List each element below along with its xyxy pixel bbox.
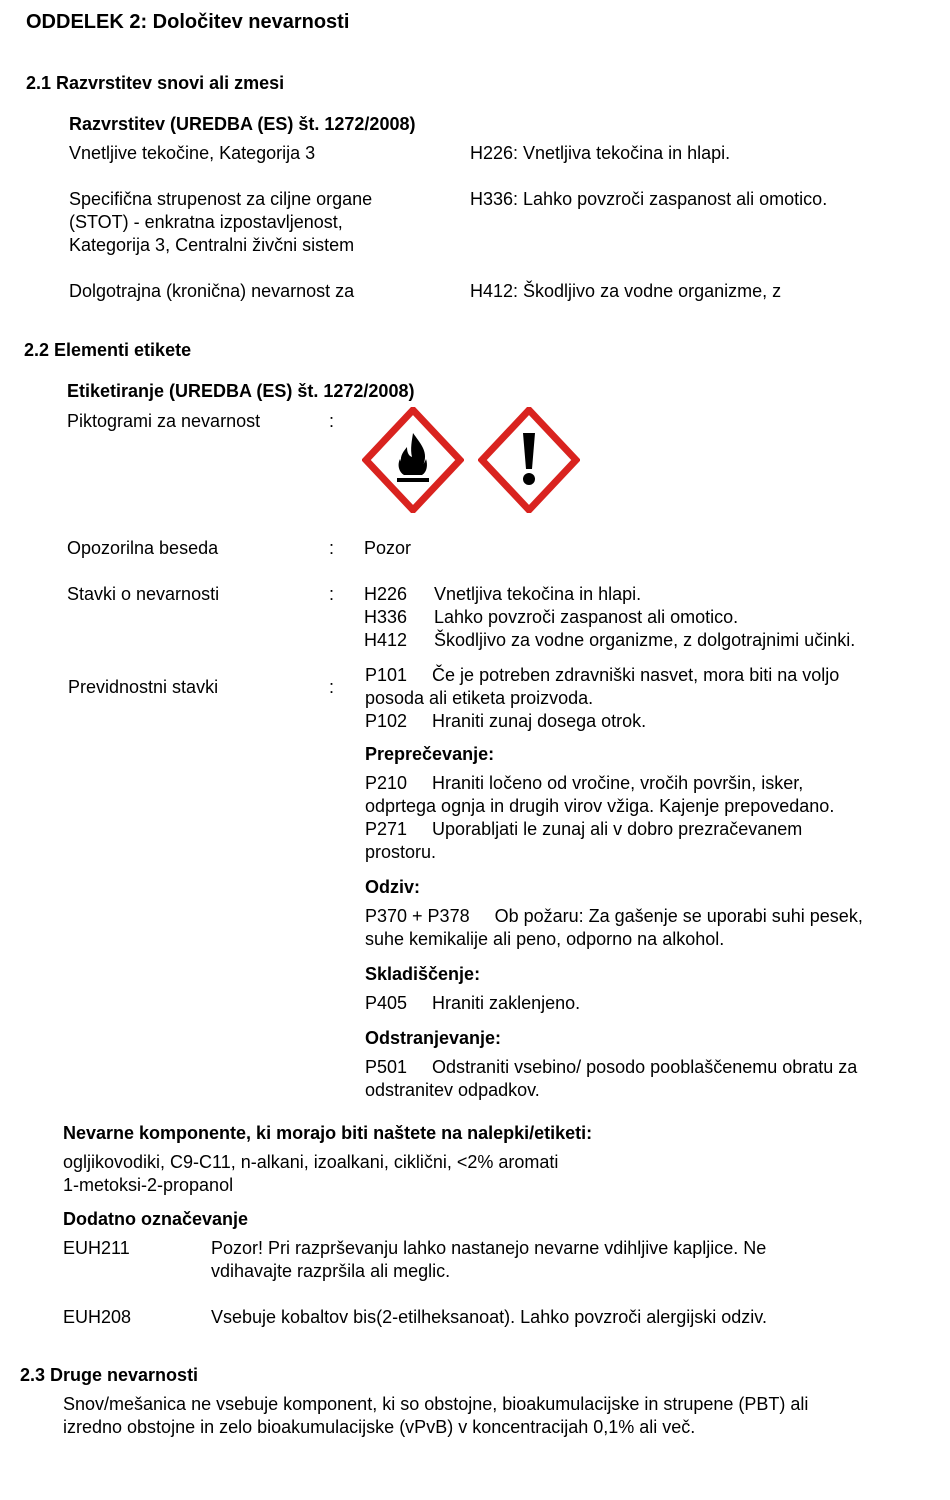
p210-line-2: odprtega ognja in drugih virov vžiga. Kajenje prepovedano. <box>365 796 835 816</box>
subsection-2-1-title: 2.1 Razvrstitev snovi ali zmesi <box>26 73 285 93</box>
hazard-text: Lahko povzroči zaspanost ali omotico. <box>434 607 739 627</box>
component-line: 1-metoksi-2-propanol <box>63 1175 234 1195</box>
response-heading: Odziv: <box>365 877 421 897</box>
hazard-code: H412 <box>364 630 408 650</box>
classification-hazard-3: H412: Škodljivo za vodne organizme, z <box>470 281 782 301</box>
component-line: ogljikovodiki, C9-C11, n-alkani, izoalkani, ciklični, <2% aromati <box>63 1152 559 1172</box>
hazard-statements-colon: : <box>329 584 335 604</box>
subsection-2-2-title: 2.2 Elementi etikete <box>24 340 192 360</box>
disposal-heading: Odstranjevanje: <box>365 1028 502 1048</box>
other-hazards-line-2: izredno obstojne in zelo bioakumulacijske (vPvB) v koncentracijah 0,1% ali več. <box>63 1417 696 1437</box>
components-heading: Nevarne komponente, ki morajo biti naštete na nalepki/etiketi: <box>63 1123 593 1143</box>
p102: P102 Hraniti zunaj dosega otrok. <box>365 711 647 731</box>
pictograms-colon: : <box>329 411 335 431</box>
precautionary-statements-label: Previdnostni stavki <box>68 677 219 697</box>
p405: P405 Hraniti zaklenjeno. <box>365 993 581 1013</box>
p370-line-2: suhe kemikalije ali peno, odporno na alkohol. <box>365 929 725 949</box>
hazard-statements-label: Stavki o nevarnosti <box>67 584 220 604</box>
flame-pictogram <box>362 407 464 513</box>
p101-line-1: P101 Če je potreben zdravniški nasvet, mora biti na voljo <box>365 665 840 685</box>
additional-labelling-heading: Dodatno označevanje <box>63 1209 249 1229</box>
other-hazards-line-1: Snov/mešanica ne vsebuje komponent, ki so obstojne, bioakumulacijske in strupene (PBT) ali <box>63 1394 809 1414</box>
pictograms-label: Piktogrami za nevarnost <box>67 411 261 431</box>
p101-line-2: posoda ali etiketa proizvoda. <box>365 688 594 708</box>
storage-heading: Skladiščenje: <box>365 964 481 984</box>
precautionary-statements-colon: : <box>329 677 335 697</box>
signal-word-label: Opozorilna beseda <box>67 538 219 558</box>
classification-hazard-1: H226: Vnetljiva tekočina in hlapi. <box>470 143 731 163</box>
classification-item-3: Dolgotrajna (kronična) nevarnost za <box>69 281 355 301</box>
p271-line-1: P271 Uporabljati le zunaj ali v dobro prezračevanem <box>365 819 803 839</box>
euh208-text: Vsebuje kobaltov bis(2-etilheksanoat). Lahko povzroči alergijski odziv. <box>211 1307 767 1327</box>
classification-item-2-line-3: Kategorija 3, Centralni živčni sistem <box>69 235 355 255</box>
p271-line-2: prostoru. <box>365 842 437 862</box>
prevention-heading: Preprečevanje: <box>365 744 495 764</box>
euh208-code: EUH208 <box>63 1307 132 1327</box>
p370-line-1: P370 + P378 Ob požaru: Za gašenje se uporabi suhi pesek, <box>365 906 863 926</box>
euh211-line-1: Pozor! Pri razprševanju lahko nastanejo nevarne vdihljive kapljice. Ne <box>211 1238 767 1258</box>
classification-subtitle: Razvrstitev (UREDBA (ES) št. 1272/2008) <box>69 114 416 134</box>
signal-word-value: Pozor <box>364 538 412 558</box>
hazard-text: Vnetljiva tekočina in hlapi. <box>434 584 642 604</box>
p501-line-1: P501 Odstraniti vsebino/ posodo pooblaščenemu obratu za <box>365 1057 858 1077</box>
signal-word-colon: : <box>329 538 335 558</box>
p501-line-2: odstranitev odpadkov. <box>365 1080 540 1100</box>
classification-item-2-line-1: Specifična strupenost za ciljne organe <box>69 189 373 209</box>
subsection-2-3-title: 2.3 Druge nevarnosti <box>20 1365 199 1385</box>
labelling-subtitle: Etiketiranje (UREDBA (ES) št. 1272/2008) <box>67 381 415 401</box>
classification-hazard-2: H336: Lahko povzroči zaspanost ali omotico. <box>470 189 828 209</box>
exclamation-pictogram <box>478 407 580 513</box>
section-title: ODDELEK 2: Določitev nevarnosti <box>26 11 350 33</box>
p210-line-1: P210 Hraniti ločeno od vročine, vročih površin, isker, <box>365 773 804 793</box>
hazard-code: H226 <box>364 584 408 604</box>
euh211-line-2: vdihavajte razpršila ali meglic. <box>211 1261 451 1281</box>
hazard-text: Škodljivo za vodne organizme, z dolgotrajnimi učinki. <box>434 630 856 650</box>
classification-item-1: Vnetljive tekočine, Kategorija 3 <box>69 143 316 163</box>
euh211-code: EUH211 <box>63 1238 130 1258</box>
hazard-code: H336 <box>364 607 408 627</box>
classification-item-2-line-2: (STOT) - enkratna izpostavljenost, <box>69 212 343 232</box>
